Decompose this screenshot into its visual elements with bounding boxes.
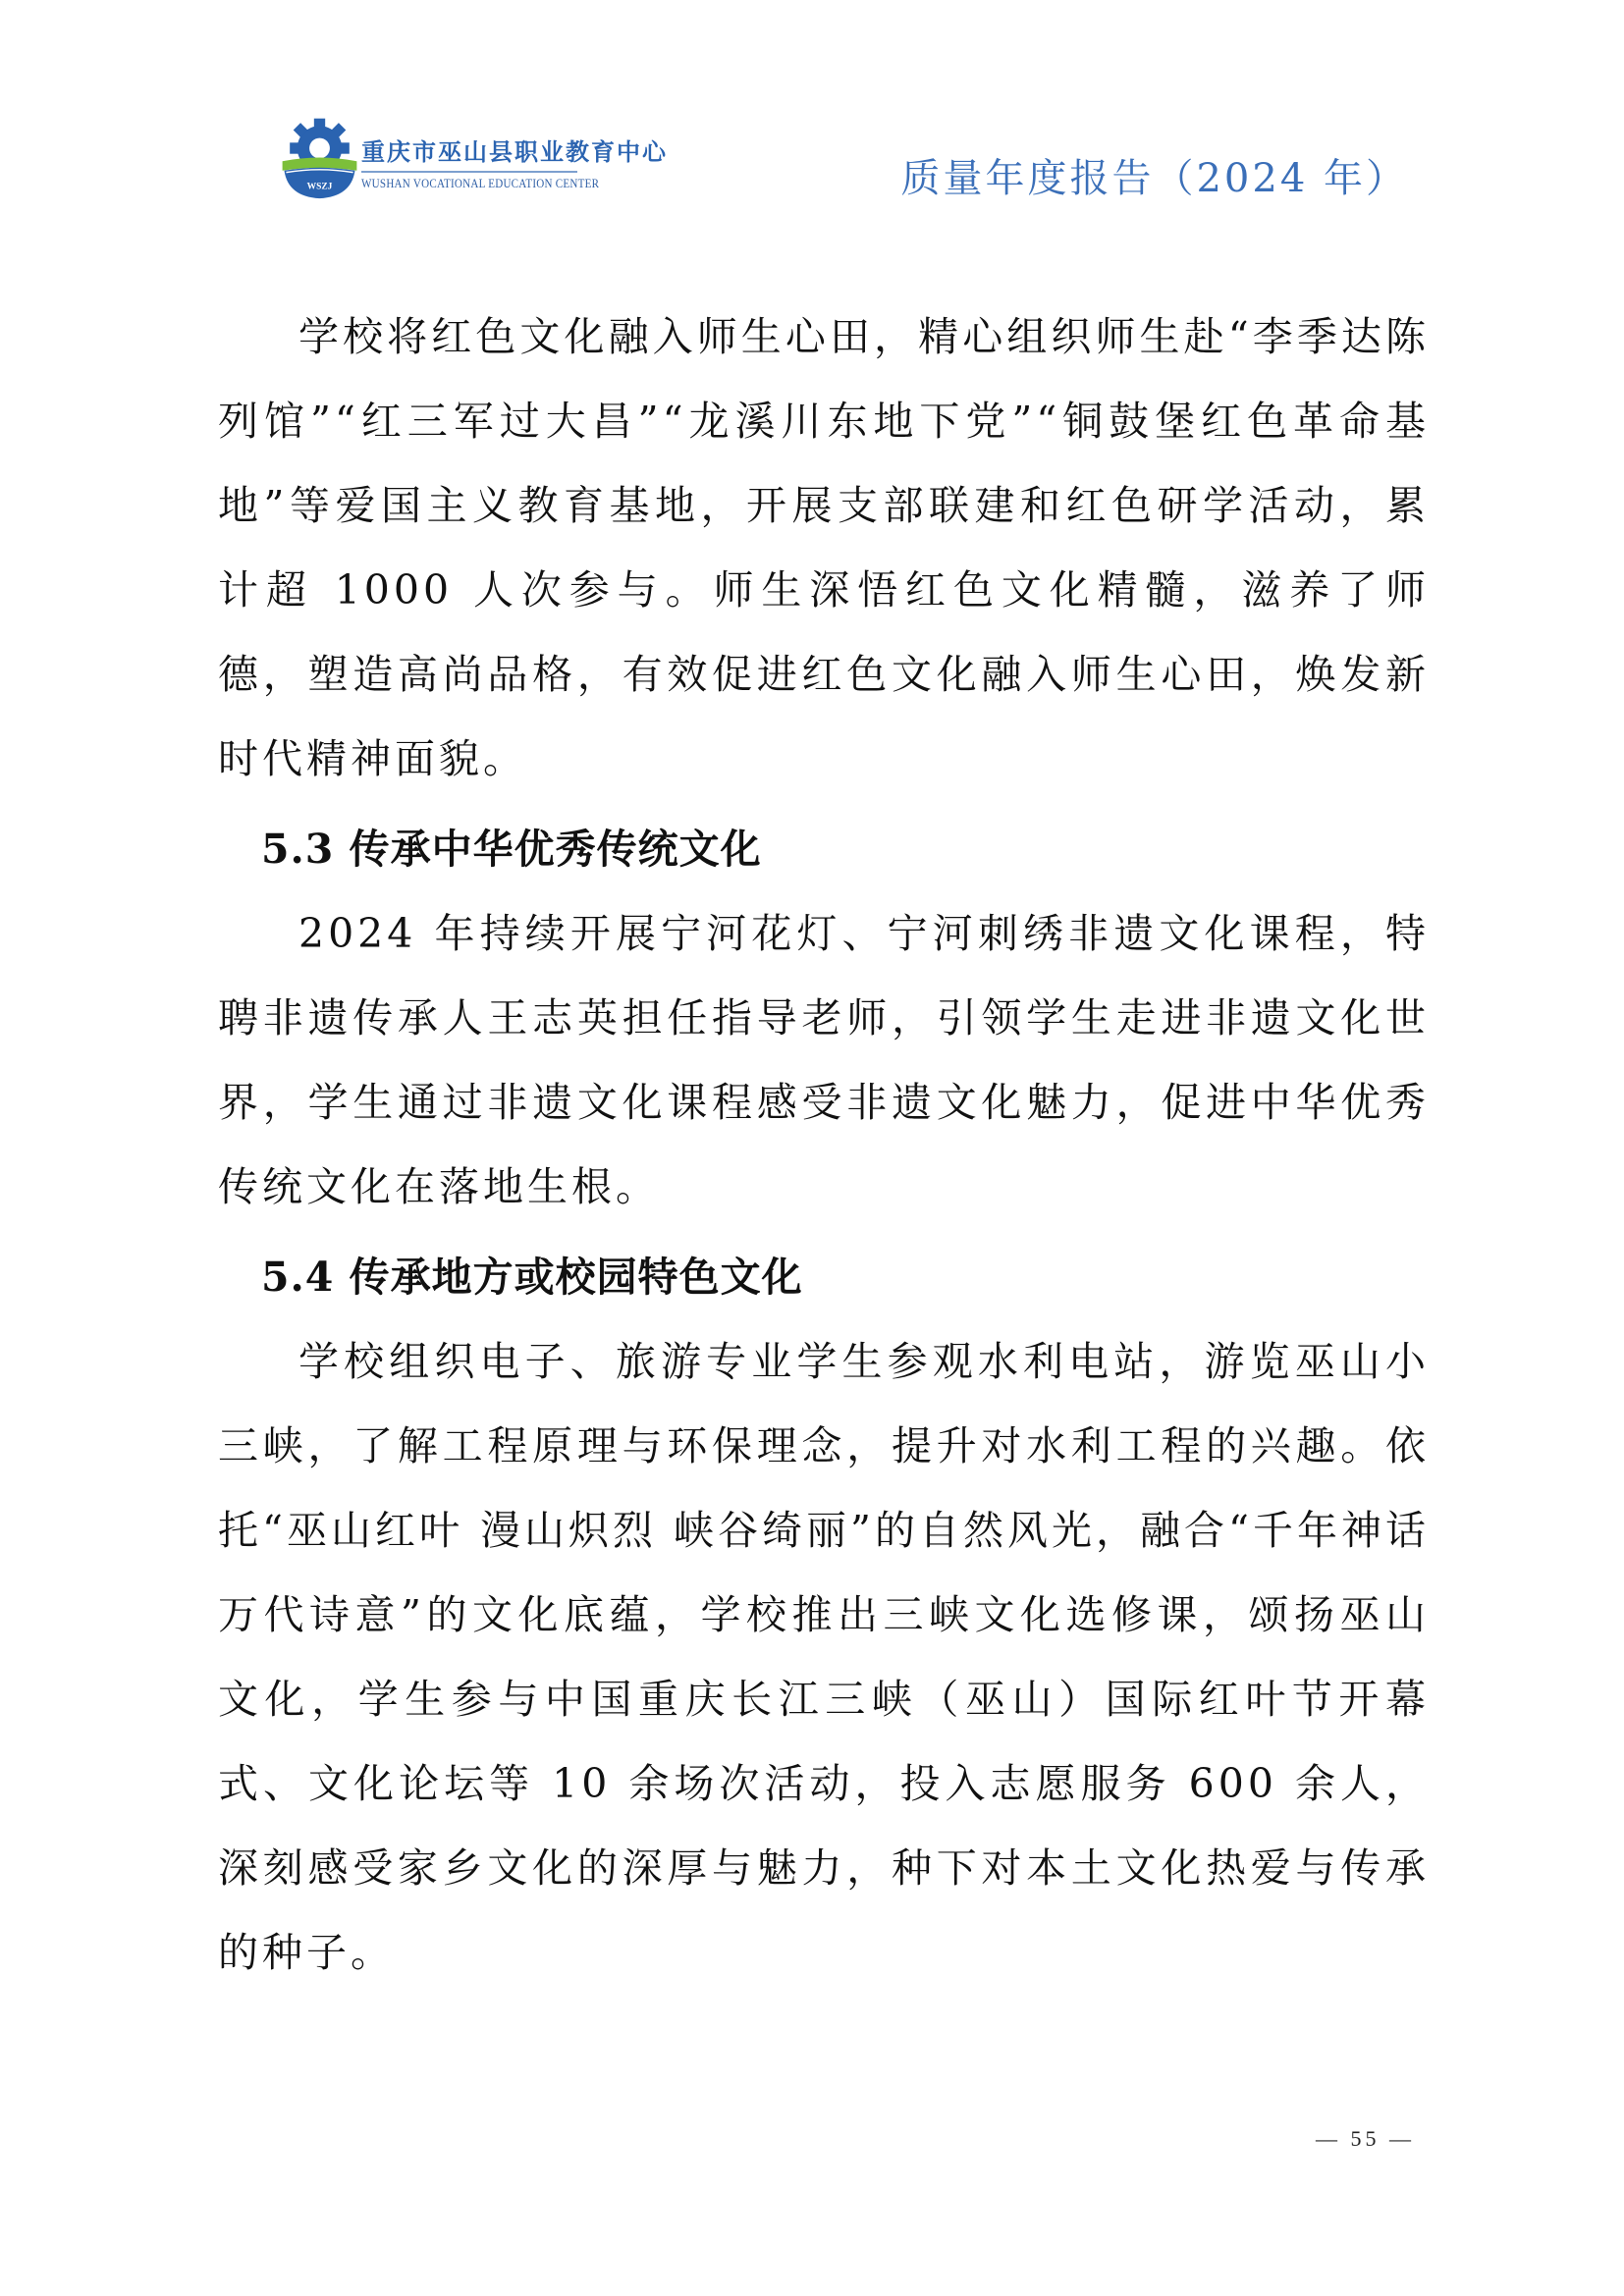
logo-divider [361,171,577,173]
svg-text:WSZJ: WSZJ [306,182,333,192]
school-name-en: WUSHAN VOCATIONAL EDUCATION CENTER [361,176,600,190]
intro-paragraph: 学校将红色文化融入师生心田，精心组织师生赴“李季达陈列馆”“红三军过大昌”“龙溪川东地下党”“铜鼓堡红色革命基地”等爱国主义教育基地，开展支部联建和红色研学活动，累计超 1000 人次参与。师生深悟红色文化精髓，滋养了师德，塑造高尚品格，有效促进红色文化融入师生心田，焕发新时代精神面貌。 [218,313,1430,782]
section-heading-5-4: 5.4 传承地方或校园特色文化 [261,1254,803,1301]
school-name-block [361,133,668,191]
report-title: 质量年度报告（2024 年） [900,156,1408,201]
section-paragraph-5-4: 学校组织电子、旅游专业学生参观水利电站，游览巫山小三峡，了解工程原理与环保理念，提升对水利工程的兴趣。依托“巫山红叶 漫山炽烈 峡谷绮丽”的自然风光，融合“千年神话 万代诗意”的文化底蕴，学校推出三峡文化选修课，颂扬巫山文化，学生参与中国重庆长江三峡（巫山）国际红叶节开幕式、文化论坛等 10 余场次活动，投入志愿服务 600 余人，深刻感受家乡文化的深厚与魅力，种下对本土文化热爱与传承的种子。 [218,1338,1430,1976]
page-number: — 55 — [1316,2126,1415,2151]
page-header [0,0,1624,216]
school-name-cn: 重庆市巫山县职业教育中心 [361,138,668,166]
section-paragraph-5-3: 2024 年持续开展宁河花灯、宁河刺绣非遗文化课程，特聘非遗传承人王志英担任指导老师，引领学生走进非遗文化世界，学生通过非遗文化课程感受非遗文化魅力，促进中华优秀传统文化在落地生根。 [218,910,1430,1210]
section-heading-5-3: 5.3 传承中华优秀传统文化 [261,826,762,873]
document-body [218,294,1430,1995]
school-logo-icon [273,113,366,201]
